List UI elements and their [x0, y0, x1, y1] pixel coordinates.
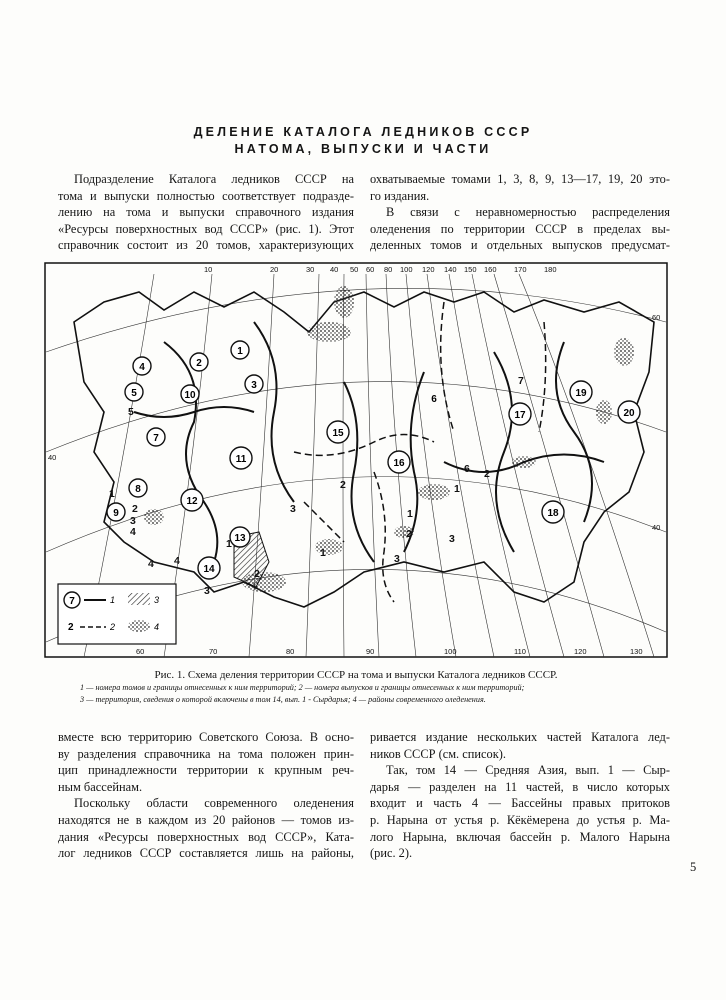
volume-marker: [129, 479, 147, 497]
svg-text:17: 17: [514, 410, 526, 421]
caption-title: Рис. 1. Схема деления территории СССР на тома и выпуски Каталога ледников СССР.: [154, 669, 558, 681]
issue-number: 3: [130, 515, 136, 527]
svg-text:19: 19: [575, 388, 587, 399]
tick-label: 80: [384, 265, 393, 274]
volume-marker: [190, 353, 208, 371]
legend-sample-volume: 7: [69, 596, 75, 607]
svg-text:16: 16: [393, 458, 405, 469]
tick-label: 160: [484, 265, 497, 274]
text-column-top-left: [58, 171, 354, 254]
issue-number: 7: [518, 375, 524, 387]
volume-marker: [509, 403, 531, 425]
text-line: «Ресурсы поверхностных вод СССР» (рис. 1). Этот: [58, 221, 354, 236]
volume-marker: [231, 341, 249, 359]
text-line: оледенения по территории СССР в пределах вы-: [370, 221, 670, 236]
svg-text:7: 7: [153, 433, 159, 444]
tick-label: 140: [444, 265, 457, 274]
issue-number: 4: [174, 555, 180, 567]
text-line: дарья — разделен на 11 частей, в число которых: [370, 779, 670, 794]
text-line: р. Нарына от устья р. Кёкёмерена до устья р. Ма-: [370, 812, 670, 827]
tick-label: 50: [350, 265, 359, 274]
svg-text:15: 15: [332, 428, 344, 439]
issue-number: 2: [406, 528, 412, 540]
tick-label: 100: [400, 265, 413, 274]
legend-item-2: 2: [110, 622, 116, 632]
text-line: ривается издание нескольких частей Каталога лед-: [370, 730, 670, 744]
tick-label: 120: [574, 647, 587, 656]
text-line: деленных томов и отдельных выпусков предусмат-: [370, 238, 670, 253]
svg-text:14: 14: [203, 564, 215, 575]
volume-marker: [230, 527, 250, 547]
figure-caption: [44, 668, 668, 705]
issue-number: 3: [449, 533, 455, 545]
svg-text:20: 20: [623, 408, 635, 419]
svg-text:12: 12: [186, 496, 198, 507]
issue-number: 2: [484, 468, 490, 480]
tick-label: 60: [136, 647, 145, 656]
tick-label: 10: [204, 265, 213, 274]
page-title-line-1: ДЕЛЕНИЕ КАТАЛОГА ЛЕДНИКОВ СССР: [193, 125, 533, 139]
tick-label: 60: [652, 313, 661, 322]
svg-text:11: 11: [235, 454, 247, 465]
volume-marker: [230, 447, 252, 469]
legend-item-4: 4: [154, 622, 160, 632]
volume-marker: [245, 375, 263, 393]
volume-marker: [181, 385, 199, 403]
page-number: 5: [690, 860, 697, 874]
volume-marker: [133, 357, 151, 375]
issue-number: 1: [454, 483, 460, 495]
tick-label: 80: [286, 647, 295, 656]
page-title-line-2: НАТОМА, ВЫПУСКИ И ЧАСТИ: [234, 142, 492, 156]
svg-text:9: 9: [113, 508, 119, 519]
text-line: В связи с неравномерностью распределения: [386, 205, 670, 220]
svg-text:3: 3: [251, 380, 257, 391]
text-column-bottom-right: [370, 729, 670, 862]
volume-marker: [147, 428, 165, 446]
volume-marker: [388, 451, 410, 473]
issue-number: 3: [394, 553, 400, 565]
text-line: (рис. 2).: [370, 846, 413, 861]
text-line: цип принадлежности территории к крупным реч-: [58, 763, 354, 778]
text-line: входит и часть 4 — Бассейны правых притоков: [370, 796, 670, 811]
issue-number: 6: [464, 463, 470, 475]
tick-label: 40: [330, 265, 339, 274]
issue-number: 1: [407, 508, 413, 520]
tick-label: 40: [652, 523, 661, 532]
issue-number: 4: [148, 558, 154, 570]
text-line: ным бассейнам.: [58, 779, 143, 794]
map-legend: [58, 584, 176, 644]
svg-text:2: 2: [196, 358, 202, 369]
volume-marker: [327, 421, 349, 443]
tick-label: 60: [366, 265, 375, 274]
text-line: лению на тома и выпуски справочного издания: [58, 205, 354, 220]
issue-number: 3: [204, 585, 210, 597]
tick-label: 90: [366, 647, 375, 656]
map-svg: [44, 262, 668, 658]
text-line: дания «Ресурсы поверхностных вод СССР», Ката-: [58, 829, 354, 844]
caption-legend-line-1: 1 — номера томов и границы отнесенных к ним территорий; 2 — номера выпусков и границы отнесенных к ним территорий;: [80, 683, 525, 692]
volume-marker: [542, 501, 564, 523]
text-line: лог ледников СССР составляется лишь на районы,: [58, 846, 354, 861]
tick-label: 170: [514, 265, 527, 274]
volume-marker: [618, 401, 640, 423]
caption-legend-line-2: 3 — территория, сведения о которой включены в том 14, вып. 1 - Сырдарья; 4 — районы современного оледенения.: [80, 694, 486, 704]
issue-number: 1: [320, 547, 326, 559]
tick-label: 20: [270, 265, 279, 274]
issue-number: 1: [109, 488, 115, 500]
issue-number: 2: [254, 568, 260, 580]
issue-number: 1: [226, 538, 232, 550]
volume-marker: [107, 503, 125, 521]
text-line: тома и выпуски полностью соответствует подразде-: [58, 188, 354, 203]
text-line: лого Нарына, включая бассейн р. Малого Нарына: [370, 829, 670, 844]
svg-text:10: 10: [184, 390, 196, 401]
svg-text:18: 18: [547, 508, 559, 519]
volume-marker: [181, 489, 203, 511]
tick-label: 40: [48, 453, 57, 462]
svg-text:13: 13: [234, 533, 246, 544]
volume-label: 6: [431, 394, 437, 405]
legend-item-3: 3: [154, 595, 160, 605]
issue-number: 2: [340, 479, 346, 491]
tick-label: 110: [514, 647, 526, 656]
text-line: Подразделение Каталога ледников СССР на: [74, 172, 354, 186]
issue-number: 3: [290, 503, 296, 515]
text-line: охватываемые томами 1, 3, 8, 9, 13—17, 19, 20 это-: [370, 172, 670, 186]
legend-item-1: 1: [110, 595, 116, 605]
text-line: го издания.: [370, 188, 430, 203]
text-column-top-right: [370, 171, 670, 254]
svg-text:1: 1: [237, 346, 243, 357]
svg-text:4: 4: [139, 362, 145, 373]
text-line: вместе всю территорию Советского Союза. В осно-: [58, 730, 354, 744]
issue-number: 5: [128, 406, 134, 418]
text-line: ву разделения справочника на тома положен прин-: [58, 746, 354, 761]
tick-label: 180: [544, 265, 557, 274]
svg-text:8: 8: [135, 484, 141, 495]
issue-number: 2: [132, 503, 138, 515]
text-column-bottom-left: [58, 729, 354, 862]
volume-marker: [125, 383, 143, 401]
svg-text:5: 5: [131, 388, 137, 399]
text-line: Так, том 14 — Средняя Азия, вып. 1 — Сыр-: [386, 763, 670, 778]
legend-sample-issue: 2: [68, 622, 74, 633]
text-line: Поскольку области современного оледенения: [74, 796, 354, 811]
tick-label: 150: [464, 265, 477, 274]
volume-marker: [570, 381, 592, 403]
tick-label: 100: [444, 647, 457, 656]
text-line: находятся не в каждом из 20 районов — томов из-: [58, 812, 354, 827]
ussr-map-figure: [44, 262, 668, 658]
tick-label: 30: [306, 265, 315, 274]
tick-label: 130: [630, 647, 643, 656]
volume-marker: [198, 557, 220, 579]
tick-label: 120: [422, 265, 435, 274]
issue-number: 4: [130, 526, 136, 538]
text-line: справочник состоит из 20 томов, характеризующих: [58, 238, 354, 253]
text-line: ников СССР (см. список).: [370, 746, 506, 761]
tick-label: 70: [209, 647, 218, 656]
